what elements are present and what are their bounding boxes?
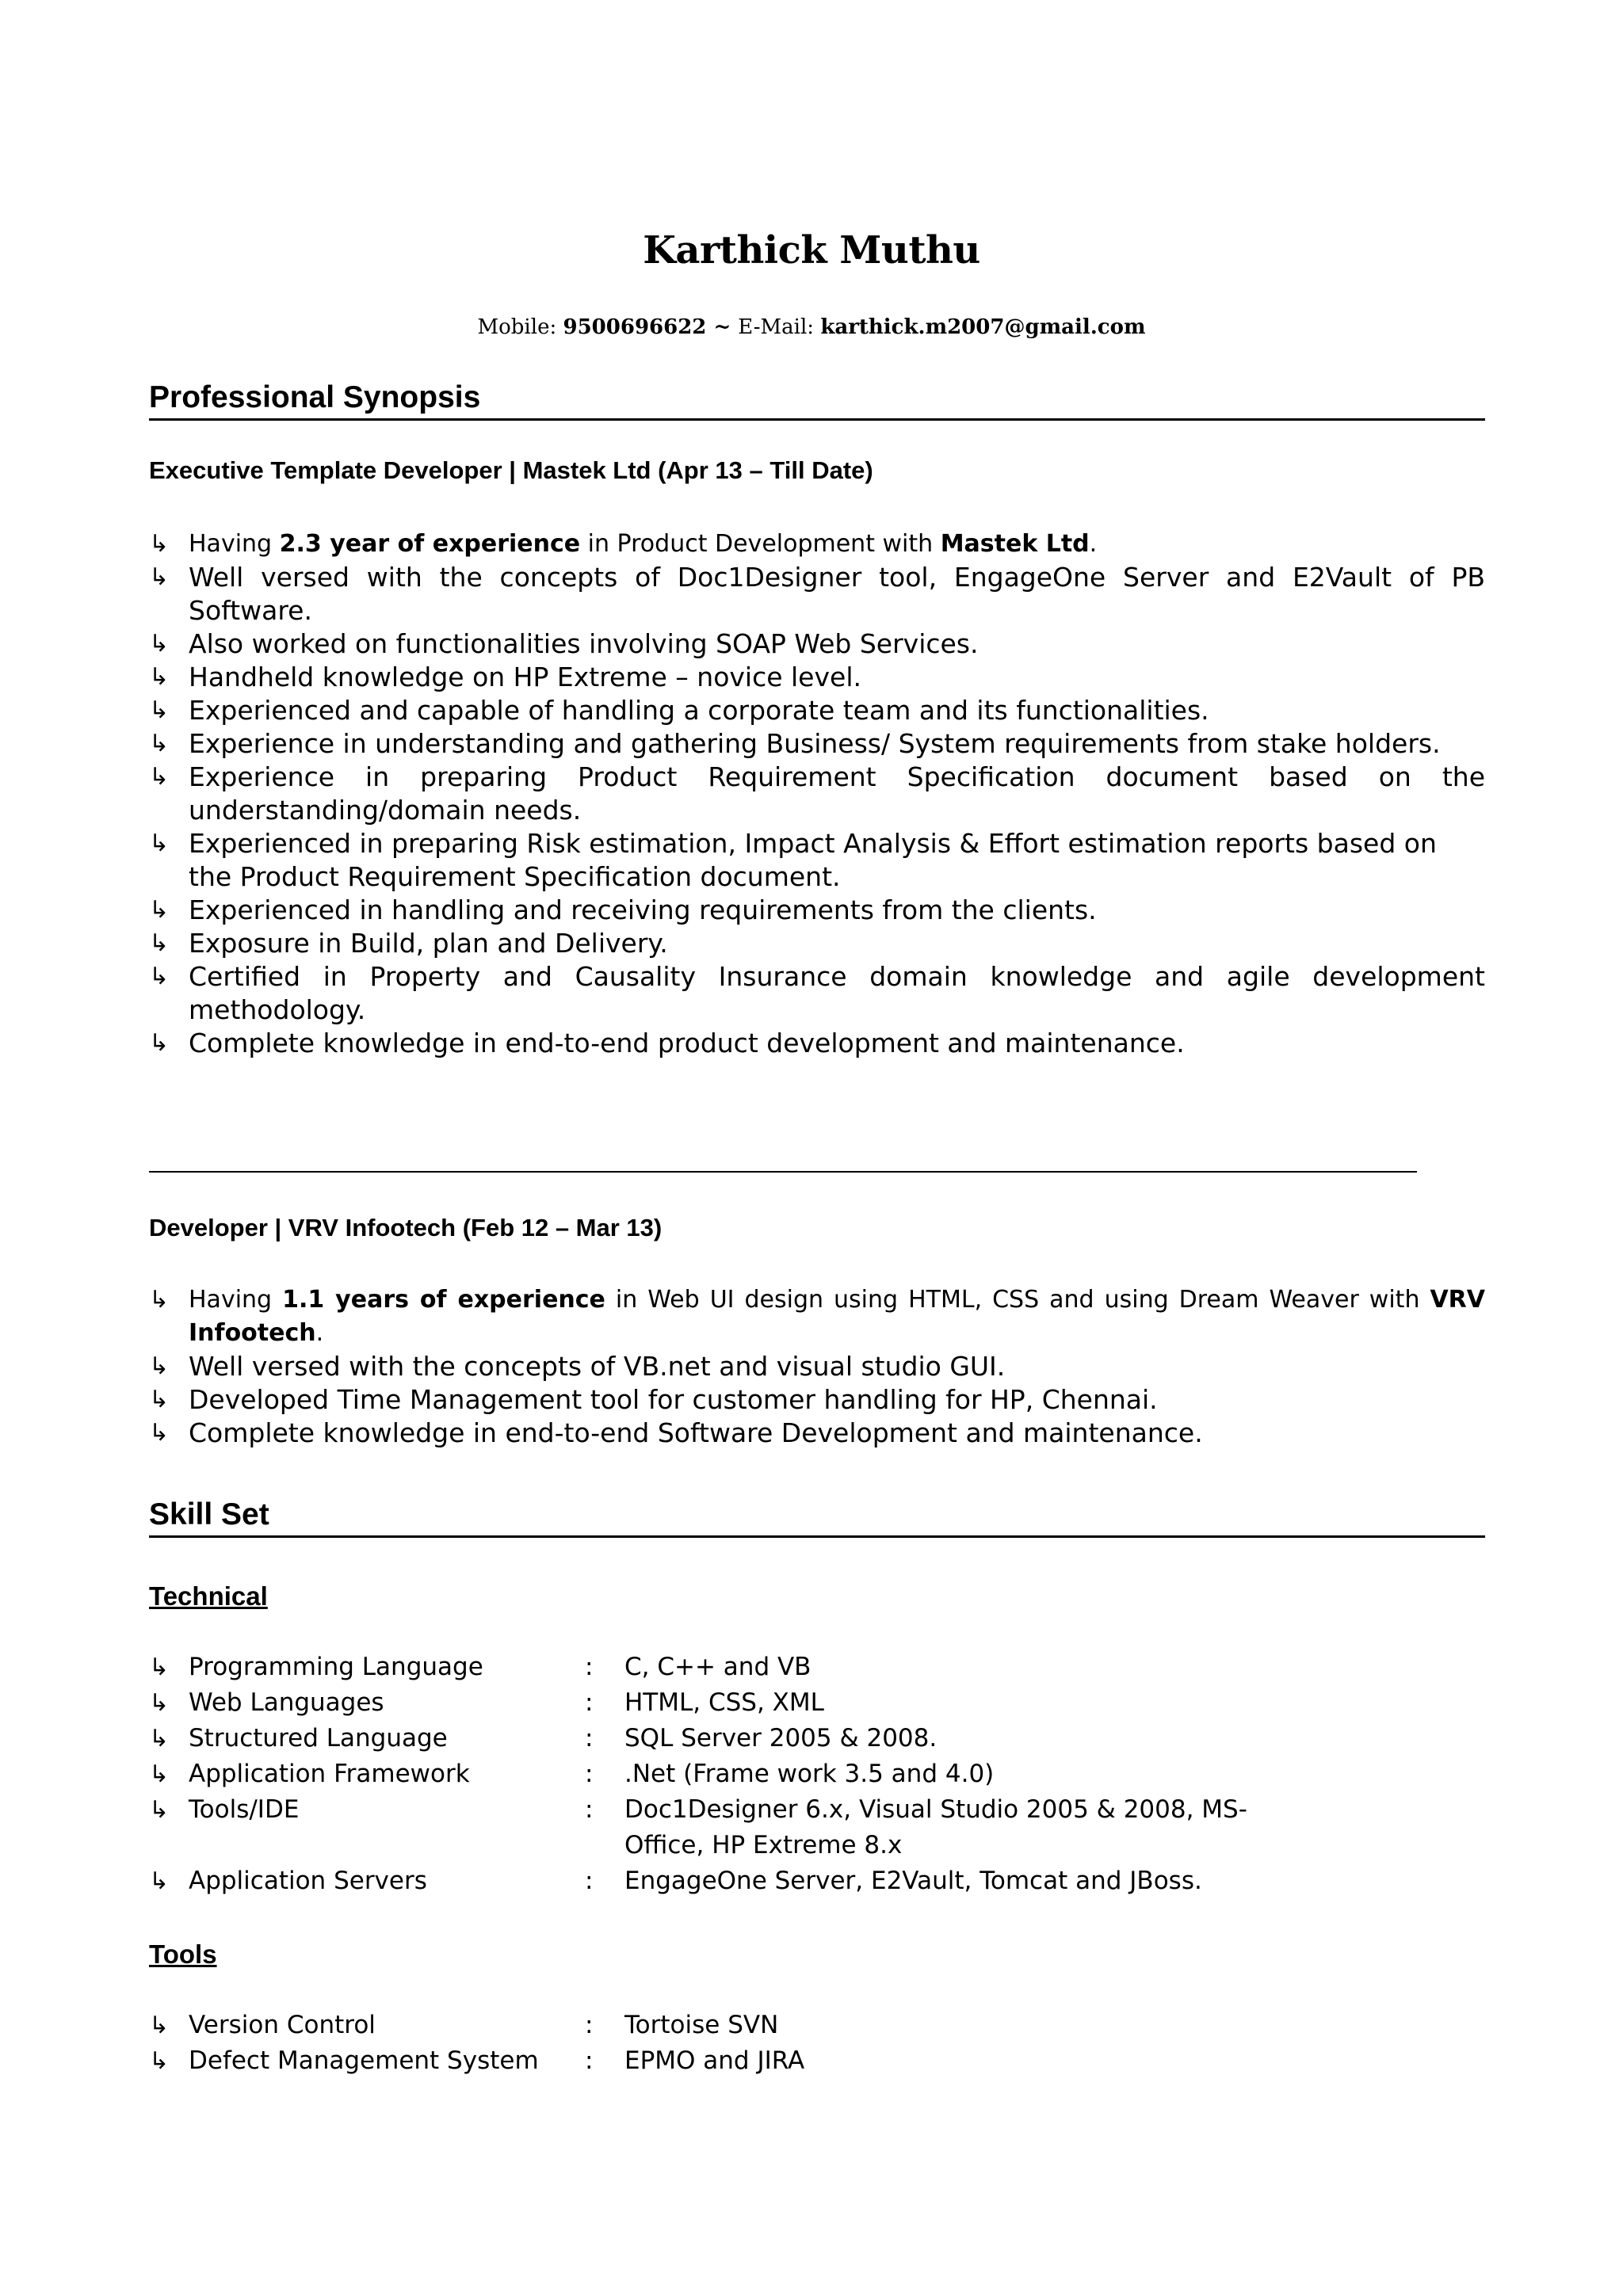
list-item bbox=[149, 1383, 1485, 1417]
arrow-bullet-icon: ↳ bbox=[149, 1653, 170, 1681]
section-divider bbox=[149, 1171, 1417, 1173]
bullet-text: Having bbox=[189, 530, 280, 558]
arrow-bullet-icon: ↳ bbox=[149, 896, 170, 924]
section-title-synopsis: Professional Synopsis bbox=[149, 380, 1485, 421]
bullet-text: Certified in Property and Causality Insurance domain knowledge and agile development methodology. bbox=[189, 961, 1485, 1025]
arrow-bullet-icon: ↳ bbox=[149, 763, 170, 791]
mobile-number: 9500696622 bbox=[563, 315, 707, 339]
arrow-bullet-icon: ↳ bbox=[149, 530, 170, 558]
arrow-bullet-icon: ↳ bbox=[149, 1796, 170, 1824]
bullet-text: Also worked on functionalities involving SOAP Web Services. bbox=[189, 628, 979, 659]
list-item bbox=[149, 894, 1485, 927]
arrow-bullet-icon: ↳ bbox=[149, 663, 170, 691]
email-address: karthick.m2007@gmail.com bbox=[820, 315, 1146, 339]
arrow-bullet-icon: ↳ bbox=[149, 563, 170, 591]
arrow-bullet-icon: ↳ bbox=[149, 1029, 170, 1057]
skill-row bbox=[149, 2008, 1338, 2043]
arrow-bullet-icon: ↳ bbox=[149, 630, 170, 658]
bullet-text: Experienced and capable of handling a corporate team and its functionalities. bbox=[189, 695, 1209, 726]
bullet-text: in Web UI design using HTML, CSS and using Dream Weaver with bbox=[605, 1286, 1430, 1314]
skill-label: Tools/IDE bbox=[189, 1795, 300, 1824]
bullet-text: Well versed with the concepts of Doc1Designer tool, EngageOne Server and E2Vault of PB Software. bbox=[189, 562, 1485, 626]
arrow-bullet-icon: ↳ bbox=[149, 1867, 170, 1895]
skill-label: Version Control bbox=[189, 2011, 376, 2039]
list-item bbox=[149, 761, 1485, 827]
list-item bbox=[149, 561, 1485, 627]
arrow-bullet-icon: ↳ bbox=[149, 730, 170, 757]
skill-row bbox=[149, 1721, 1338, 1756]
experience-highlight: 2.3 year of experience bbox=[279, 530, 581, 558]
arrow-bullet-icon: ↳ bbox=[149, 1352, 170, 1380]
bullet-text: Experience in preparing Product Requirement Specification document based on the understanding/domain needs. bbox=[189, 761, 1485, 826]
arrow-bullet-icon: ↳ bbox=[149, 2012, 170, 2039]
skill-row bbox=[149, 1650, 1338, 1685]
candidate-name: Karthick Muthu bbox=[643, 228, 980, 273]
skill-value: EPMO and JIRA bbox=[624, 2046, 805, 2075]
skill-value: .Net (Frame work 3.5 and 4.0) bbox=[624, 1760, 995, 1788]
skill-row bbox=[149, 1863, 1338, 1899]
skill-value: HTML, CSS, XML bbox=[624, 1688, 824, 1717]
list-item bbox=[149, 1027, 1485, 1060]
skill-colon: : bbox=[585, 1760, 594, 1788]
skill-label: Application Servers bbox=[189, 1867, 427, 1895]
technical-skill-list bbox=[149, 1650, 1338, 1899]
bullet-text: Well versed with the concepts of VB.net and visual studio GUI. bbox=[189, 1351, 1006, 1382]
skill-value: Tortoise SVN bbox=[624, 2011, 779, 2039]
bullet-text: Experienced in preparing Risk estimation, Impact Analysis & Effort estimation reports based on the Product Requirement Specification document. bbox=[189, 828, 1437, 892]
bullet-text: . bbox=[315, 1319, 324, 1347]
skill-colon: : bbox=[585, 1867, 594, 1895]
skill-value: Doc1Designer 6.x, Visual Studio 2005 & 2008, MS-Office, HP Extreme 8.x bbox=[624, 1795, 1247, 1859]
skill-colon: : bbox=[585, 1653, 594, 1681]
skill-label: Programming Language bbox=[189, 1653, 483, 1681]
skill-colon: : bbox=[585, 1724, 594, 1753]
list-item bbox=[149, 827, 1485, 894]
arrow-bullet-icon: ↳ bbox=[149, 1419, 170, 1447]
skill-colon: : bbox=[585, 2046, 594, 2075]
skill-value: SQL Server 2005 & 2008. bbox=[624, 1724, 938, 1753]
skill-row bbox=[149, 2043, 1338, 2079]
bullet-text: Experience in understanding and gathering Business/ System requirements from stake holders. bbox=[189, 728, 1441, 759]
arrow-bullet-icon: ↳ bbox=[149, 696, 170, 724]
list-item bbox=[149, 1283, 1485, 1350]
skill-label: Web Languages bbox=[189, 1688, 384, 1717]
bullet-text: . bbox=[1089, 530, 1098, 558]
arrow-bullet-icon: ↳ bbox=[149, 1286, 170, 1314]
company-highlight: Mastek Ltd bbox=[940, 530, 1090, 558]
experience-highlight: 1.1 years of experience bbox=[282, 1286, 605, 1314]
email-label: E-Mail: bbox=[738, 315, 821, 339]
arrow-bullet-icon: ↳ bbox=[149, 830, 170, 857]
arrow-bullet-icon: ↳ bbox=[149, 963, 170, 990]
bullet-text: Complete knowledge in end-to-end product development and maintenance. bbox=[189, 1028, 1185, 1058]
skill-colon: : bbox=[585, 1795, 594, 1824]
arrow-bullet-icon: ↳ bbox=[149, 1725, 170, 1753]
skill-row bbox=[149, 1792, 1338, 1863]
skill-value: C, C++ and VB bbox=[624, 1653, 812, 1681]
skill-label: Structured Language bbox=[189, 1724, 448, 1753]
mastek-bullet-list bbox=[149, 528, 1485, 1060]
vrv-bullet-list bbox=[149, 1283, 1485, 1450]
skill-colon: : bbox=[585, 2011, 594, 2039]
arrow-bullet-icon: ↳ bbox=[149, 1386, 170, 1413]
bullet-text: Developed Time Management tool for customer handling for HP, Chennai. bbox=[189, 1384, 1158, 1415]
list-item bbox=[149, 727, 1485, 761]
list-item bbox=[149, 960, 1485, 1027]
contact-line bbox=[0, 315, 1623, 339]
arrow-bullet-icon: ↳ bbox=[149, 1760, 170, 1788]
skill-row bbox=[149, 1685, 1338, 1721]
skill-label: Defect Management System bbox=[189, 2046, 539, 2075]
list-item bbox=[149, 627, 1485, 661]
bullet-text: Experienced in handling and receiving requirements from the clients. bbox=[189, 894, 1097, 925]
skill-row bbox=[149, 1756, 1338, 1792]
tools-skill-list bbox=[149, 2008, 1338, 2079]
skill-value: EngageOne Server, E2Vault, Tomcat and JBoss. bbox=[624, 1867, 1202, 1895]
section-title-skill-set: Skill Set bbox=[149, 1497, 1485, 1538]
list-item bbox=[149, 661, 1485, 694]
bullet-text: in Product Development with bbox=[580, 530, 941, 558]
contact-separator: ~ bbox=[706, 315, 739, 339]
subheading-tools: Tools bbox=[149, 1939, 217, 1969]
mobile-label: Mobile: bbox=[477, 315, 563, 339]
list-item bbox=[149, 927, 1485, 960]
arrow-bullet-icon: ↳ bbox=[149, 929, 170, 957]
bullet-text: Handheld knowledge on HP Extreme – novice level. bbox=[189, 662, 861, 692]
bullet-text: Having bbox=[189, 1286, 283, 1314]
list-item bbox=[149, 528, 1485, 561]
company-highlight: VRV Infootech bbox=[189, 1286, 1486, 1347]
skill-label: Application Framework bbox=[189, 1760, 470, 1788]
bullet-text: Complete knowledge in end-to-end Software Development and maintenance. bbox=[189, 1417, 1203, 1448]
skill-colon: : bbox=[585, 1688, 594, 1717]
bullet-text: Exposure in Build, plan and Delivery. bbox=[189, 928, 668, 959]
list-item bbox=[149, 694, 1485, 727]
subheading-technical: Technical bbox=[149, 1581, 268, 1611]
arrow-bullet-icon: ↳ bbox=[149, 1689, 170, 1717]
job-title-mastek: Executive Template Developer | Mastek Ltd (Apr 13 – Till Date) bbox=[149, 456, 873, 484]
arrow-bullet-icon: ↳ bbox=[149, 2047, 170, 2075]
list-item bbox=[149, 1350, 1485, 1383]
list-item bbox=[149, 1417, 1485, 1450]
job-title-vrv: Developer | VRV Infootech (Feb 12 – Mar 13) bbox=[149, 1214, 663, 1241]
